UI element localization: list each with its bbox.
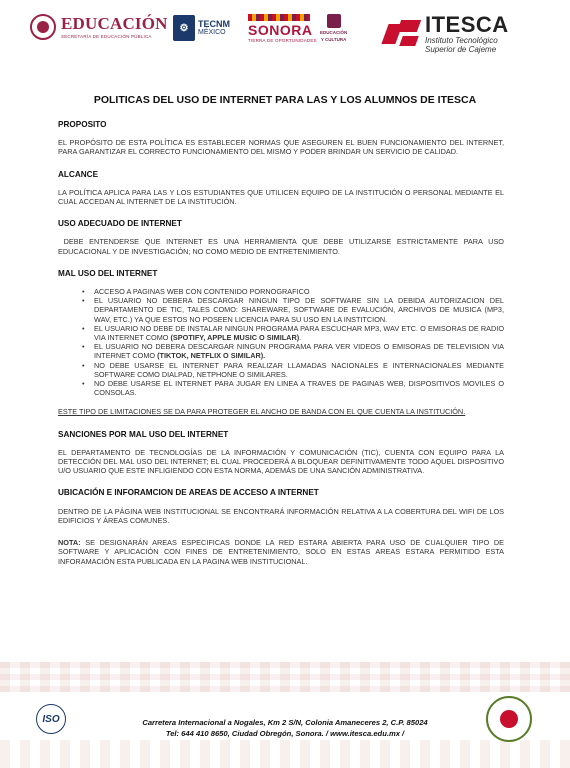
mal-uso-list xyxy=(58,287,504,397)
heading-uso-adecuado: USO ADECUADO DE INTERNET xyxy=(58,219,182,229)
ec-logo-line1: EDUCACIÓN xyxy=(320,30,348,35)
iso-certification-logo: ISO xyxy=(36,704,66,734)
text-alcance: LA POLÍTICA APLICA PARA LAS Y LOS ESTUDIANTES QUE UTILICEN EQUIPO DE LA INSTITUCIÓN O PERSONAL MEDIANTE EL CUAL ACCEDAN AL INTERNET DE LA INSTITUCIÓN. xyxy=(58,187,504,207)
tecnm-logo-line2: MÉXICO xyxy=(198,29,226,36)
sep-logo-title: EDUCACIÓN xyxy=(61,14,168,33)
list-item: • EL USUARIO NO DEBERA DESCARGAR NINGUN TIPO DE SOFTWARE SIN LA DEBIDA AUTORIZACION DEL DEPARTAMENTO DE TIC, TALES COMO: SHAREWARE, SOFTWARE DE EVALUCIÓN, ARCHIVOS DE MUSICA (MP3, WAV, ETC.) YA QUE ESTOS NO POSEEN LICENCIA PARA SU USO EN LA INSTITCION. xyxy=(94,296,504,324)
tecnm-logo xyxy=(173,15,230,41)
footer-address-line1: Carretera Internacional a Nogales, Km 2 S/N, Colonia Amaneceres 2, C.P. 85024 xyxy=(142,718,428,727)
text-sanciones: EL DEPARTAMENTO DE TECNOLOGÍAS DE LA INFORMACIÓN Y COMUNICACIÓN (TIC), CUENTA CON EQUIPO PARA LA DETECCIÓN DEL MAL USO DEL INTERNET; EL CUAL PROCEDERÁ A BLOQUEAR DEFINITIVAMENTE TODO AQUEL DISPOSITIVO U/O USUARIO QUE ESTE INFLIGIENDO CON ESTA NORMA, ADEMÁS DE UNA SANCIÓN ADMINISTRATIVA. xyxy=(58,447,504,476)
sep-logo-subtitle: SECRETARÍA DE EDUCACIÓN PÚBLICA xyxy=(61,34,152,39)
heading-proposito: PROPOSITO xyxy=(58,120,107,129)
text-nota: NOTA: SE DESIGNARÁN AREAS ESPECIFICAS DONDE LA RED ESTARA ABIERTA PARA USO DE CUALQUIER TIPO DE SOFTWARE Y APLICACIÓN CON FINES DE ENTRETENIMIENTO, SOLO EN ESTAS AREAS ESTARA PERMITIDO ESTA INFORAMACIÓN ESTA PUBLICADA EN LA PAGINA WEB INSTITUCIONAL. xyxy=(58,538,504,566)
footer-address xyxy=(0,717,570,739)
itesca-logo-sub2: Superior de Cajeme xyxy=(425,45,497,54)
text-ubicacion: DENTRO DE LA PÁGINA WEB INSTITUCIONAL SE ENCONTRARÁ INFORMACIÓN RELATIVA A LA COBERTURA DEL WIFI DE LOS EDIFICIOS Y ÁREAS COMUNES. xyxy=(58,506,504,525)
sonora-logo-word: SONORA xyxy=(248,22,313,38)
text-uso-adecuado: DEBE ENTENDERSE QUE INTERNET ES UNA HERRAMIENTA QUE DEBE UTILIZARSE ESTRICTAMENTE PARA USO EDUCACIONAL Y DE INVESTIGACIÓN; NO COMO MEDIO DE ENTRETENIMIENTO. xyxy=(58,237,504,256)
nota-label: NOTA: xyxy=(58,538,81,548)
sep-seal-icon xyxy=(30,14,56,40)
sep-educacion-logo xyxy=(30,14,168,40)
heading-alcance: ALCANCE xyxy=(58,169,99,179)
institutional-seal-icon xyxy=(486,696,532,742)
footer-decorative-band-top xyxy=(0,662,570,692)
footer-decorative-band-bottom xyxy=(0,740,570,768)
list-item: • ACCESO A PAGINAS WEB CON CONTENIDO PORNOGRAFICO xyxy=(94,287,504,296)
itesca-logo xyxy=(385,14,509,54)
educacion-cultura-logo xyxy=(320,14,347,42)
sonora-pattern-icon xyxy=(248,14,310,21)
text-proposito: EL PROPÓSITO DE ESTA POLÍTICA ES ESTABLECER NORMAS QUE ASEGUREN EL BUEN FUNCIONAMIENTO DEL INTERNET, PARA GARANTIZAR EL CORRECTO FUNCIONAMIENTO DEL MISMO Y PODER BRINDAR UN SERVICIO DE CALIDAD. xyxy=(58,138,504,157)
list-item: • EL USUARIO NO DEBE DE INSTALAR NINGUN PROGRAMA PARA ESCUCHAR MP3, WAV ETC. O EMISORAS DE RADIO VIA INTERNET COMO (SPOTIFY, APPLE MUSIC O SIMILAR). xyxy=(94,324,504,342)
list-item: • EL USUARIO NO DEBERA DESCARGAR NINGUN PROGRAMA PARA VER VIDEOS O EMISORAS DE TELEVISION VIA INTERNET COMO (TIKTOK, NETFLIX O SIMILAR). xyxy=(94,342,504,360)
list-item: • NO DEBE USARSE EL INTERNET PARA REALIZAR LLAMADAS NACIONALES E INTERNACIONALES MEDIANTE SOFTWARE COMO DIALPAD, NETPHONE O SIMILARES. xyxy=(94,361,504,379)
sonora-logo-subtitle: TIERRA DE OPORTUNIDADES xyxy=(248,38,317,43)
ec-seal-icon xyxy=(327,14,341,28)
tecnm-logo-line1: TECNM xyxy=(198,19,230,29)
list-item: • NO DEBE USARSE EL INTERNET PARA JUGAR EN LINEA A TRAVES DE PAGINAS WEB, DISPOSITIVOS MOVILES O CONSOLAS. xyxy=(94,379,504,397)
sonora-logo xyxy=(248,14,317,43)
text-limitaciones-note: ESTE TIPO DE LIMITACIONES SE DA PARA PROTEGER EL ANCHO DE BANDA CON EL QUE CUENTA LA INSTITUCIÓN. xyxy=(58,407,466,417)
heading-mal-uso: MAL USO DEL INTERNET xyxy=(58,268,158,278)
document-title: POLITICAS DEL USO DE INTERNET PARA LAS Y LOS ALUMNOS DE ITESCA xyxy=(93,94,477,106)
heading-ubicacion: UBICACIÓN E INFORAMCION DE AREAS DE ACCESO A INTERNET xyxy=(58,488,319,498)
heading-sanciones: SANCIONES POR MAL USO DEL INTERNET xyxy=(58,429,229,439)
footer-address-line2: Tel: 644 410 8650, Ciudad Obregón, Sonora. / www.itesca.edu.mx / xyxy=(165,729,405,738)
ec-logo-line2: Y CULTURA xyxy=(320,37,347,42)
itesca-logo-sub1: Instituto Tecnológico xyxy=(425,36,498,45)
document-body xyxy=(58,120,504,579)
itesca-logo-word: ITESCA xyxy=(425,12,509,37)
letterhead xyxy=(0,0,570,62)
itesca-mark-icon xyxy=(385,20,421,48)
tecnm-gear-icon: ⚙ xyxy=(173,15,195,41)
